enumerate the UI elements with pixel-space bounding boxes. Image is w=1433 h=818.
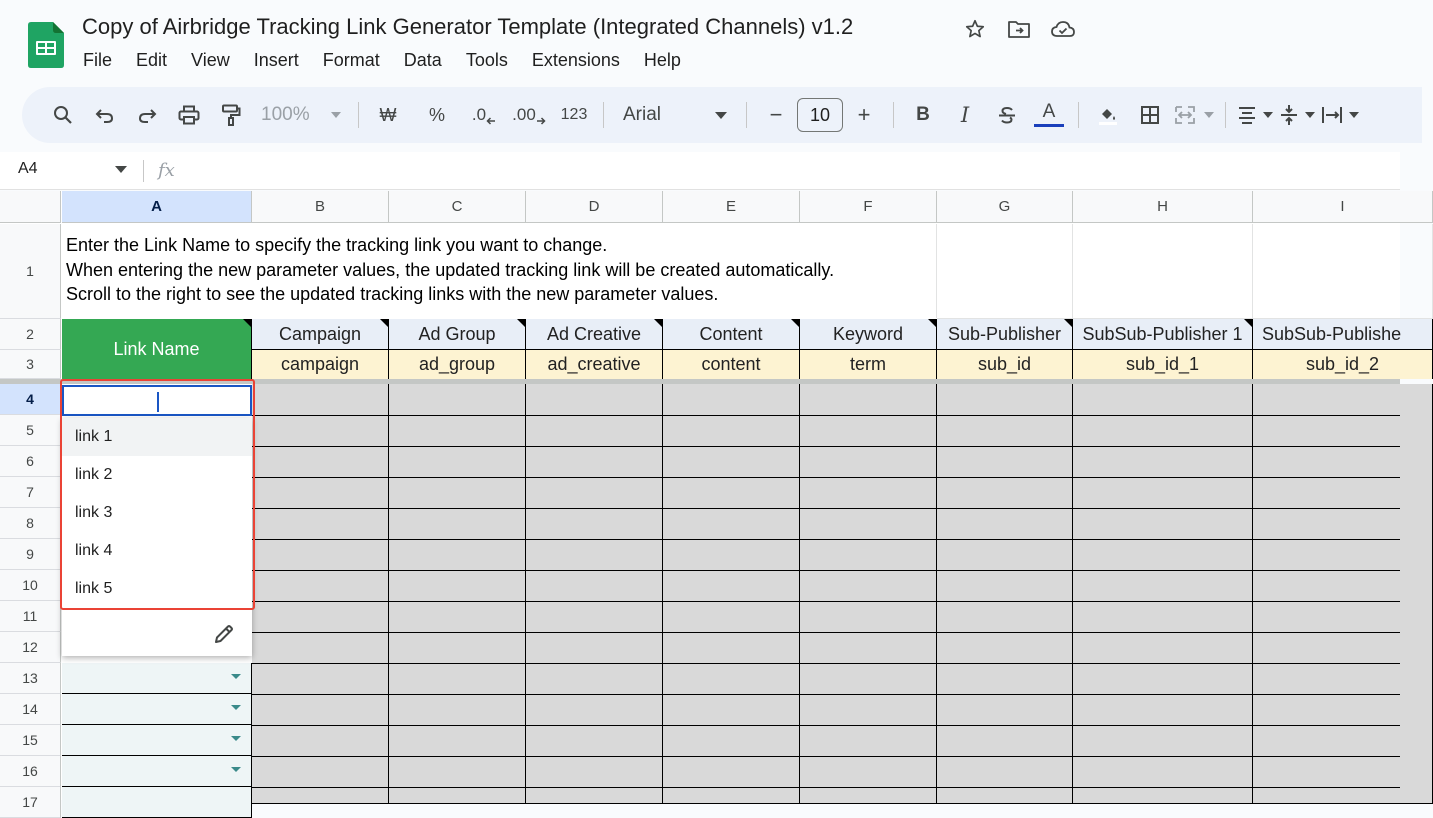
row-header-14[interactable]: 14: [0, 694, 61, 725]
column-header-f[interactable]: F: [800, 191, 937, 223]
header-label: Keyword: [832, 323, 904, 344]
keyword-header[interactable]: [800, 319, 937, 350]
header-label: Sub-Publisher: [947, 323, 1062, 344]
menu-help[interactable]: Help: [643, 50, 681, 70]
chevron-down-icon[interactable]: [231, 674, 241, 679]
menu-format[interactable]: Format: [322, 50, 380, 70]
chevron-down-icon[interactable]: [115, 166, 127, 173]
chevron-down-icon[interactable]: [231, 767, 241, 772]
fill-color-icon[interactable]: [1090, 97, 1126, 133]
bold-button[interactable]: B: [916, 104, 930, 125]
menu-bar: [83, 50, 705, 71]
currency-format-button[interactable]: ₩: [379, 104, 397, 125]
row-header-4[interactable]: 4: [0, 384, 61, 415]
header-label: SubSub-Publishe: [1262, 323, 1402, 344]
toolbar: [22, 87, 1422, 143]
font-size-input[interactable]: 10: [797, 98, 843, 132]
instructions-cell[interactable]: [62, 224, 937, 318]
header-label: Campaign: [278, 323, 362, 344]
chevron-down-icon[interactable]: [231, 736, 241, 741]
sub-id-param[interactable]: sub_id: [937, 350, 1073, 379]
chevron-down-icon: [1263, 112, 1273, 118]
column-header-c[interactable]: C: [389, 191, 526, 223]
column-header-e[interactable]: E: [663, 191, 800, 223]
row-header-7[interactable]: 7: [0, 477, 61, 508]
formula-bar-divider: [143, 160, 144, 182]
campaign-param[interactable]: campaign: [252, 350, 389, 379]
zoom-value: 100%: [261, 104, 310, 125]
dropdown-cell-a15[interactable]: [62, 725, 252, 756]
cell-g1[interactable]: [937, 224, 1073, 319]
column-header-b[interactable]: B: [252, 191, 389, 223]
row-header-5[interactable]: 5: [0, 415, 61, 446]
dropdown-option[interactable]: link 3: [75, 504, 113, 521]
header-label: Ad Group: [418, 323, 496, 344]
undo-icon[interactable]: [87, 97, 123, 133]
vertical-align-icon[interactable]: [1279, 97, 1315, 133]
select-all-corner[interactable]: [0, 191, 61, 223]
row-header-2[interactable]: 2: [0, 319, 61, 350]
menu-data[interactable]: Data: [403, 50, 442, 70]
gray-row-lines: [252, 384, 1400, 804]
toolbar-divider: [1078, 102, 1079, 128]
increase-font-size-button[interactable]: +: [857, 102, 871, 127]
toolbar-divider: [603, 102, 604, 128]
paint-format-icon[interactable]: [213, 97, 249, 133]
more-formats-button[interactable]: 123: [560, 106, 588, 123]
instruction-line: Enter the Link Name to specify the tracking link you want to change.: [66, 235, 608, 255]
instruction-line: Scroll to the right to see the updated tracking links with the new parameter values.: [66, 284, 719, 304]
text-wrapping-icon[interactable]: [1321, 97, 1359, 133]
ad-creative-header[interactable]: [526, 319, 663, 350]
move-to-folder-icon[interactable]: [1006, 16, 1032, 42]
row-header-9[interactable]: 9: [0, 539, 61, 570]
dropdown-option[interactable]: link 1: [62, 418, 252, 456]
note-indicator: [1244, 319, 1252, 327]
document-title[interactable]: Copy of Airbridge Tracking Link Generator Template (Integrated Channels) v1.2: [82, 14, 854, 39]
row-header-6[interactable]: 6: [0, 446, 61, 477]
dropdown-menu: [62, 418, 252, 656]
sheets-logo-icon[interactable]: [28, 22, 64, 68]
menu-edit[interactable]: Edit: [136, 50, 168, 70]
row-header-16[interactable]: 16: [0, 756, 61, 787]
percent-format-button[interactable]: %: [428, 104, 445, 125]
redo-icon[interactable]: [129, 97, 165, 133]
dropdown-option[interactable]: link 2: [75, 466, 113, 483]
sub-id-1-param[interactable]: sub_id_1: [1073, 350, 1253, 379]
link-name-header-label: Link Name: [113, 338, 200, 359]
column-header-d[interactable]: D: [526, 191, 663, 223]
horizontal-align-icon[interactable]: [1237, 97, 1273, 133]
chevron-down-icon[interactable]: [231, 705, 241, 710]
content-header[interactable]: [663, 319, 800, 350]
row-header-12[interactable]: 12: [0, 632, 61, 663]
italic-button[interactable]: I: [960, 103, 970, 127]
row-header-3[interactable]: 3: [0, 350, 61, 379]
chevron-down-icon: [1349, 112, 1359, 118]
subsub-publisher-1-header[interactable]: [1073, 319, 1253, 350]
star-icon[interactable]: [962, 16, 988, 42]
menu-view[interactable]: View: [191, 50, 230, 70]
cell-i1[interactable]: [1253, 224, 1433, 319]
note-indicator: [928, 319, 936, 327]
toolbar-divider: [358, 102, 359, 128]
dropdown-cell-a14[interactable]: [62, 694, 252, 725]
text-color-letter: A: [1042, 101, 1056, 122]
header-label: Ad Creative: [546, 323, 642, 344]
row-header-17[interactable]: 17: [0, 787, 61, 818]
search-icon[interactable]: [45, 97, 81, 133]
pencil-icon[interactable]: [212, 622, 236, 646]
content-param[interactable]: content: [663, 350, 800, 379]
menu-insert[interactable]: Insert: [253, 50, 299, 70]
ad-group-param[interactable]: ad_group: [389, 350, 526, 379]
dropdown-cell-a16[interactable]: [62, 756, 252, 787]
row-header-8[interactable]: 8: [0, 508, 61, 539]
campaign-header[interactable]: [252, 319, 389, 350]
formula-bar: [0, 152, 1400, 190]
dropdown-cell-a17[interactable]: [62, 787, 252, 818]
menu-extensions[interactable]: Extensions: [531, 50, 620, 70]
font-family-value: Arial: [623, 104, 662, 125]
column-header-i[interactable]: I: [1253, 191, 1433, 223]
chevron-down-icon: [331, 112, 341, 118]
link-name-header[interactable]: [62, 319, 252, 379]
borders-icon[interactable]: [1132, 97, 1168, 133]
row-header-1[interactable]: 1: [0, 224, 61, 319]
arrow-right-icon: [536, 116, 546, 126]
increase-decimal-label: .00: [512, 105, 536, 124]
title-bar: [0, 0, 1400, 82]
chevron-down-icon: [1204, 112, 1214, 118]
sub-publisher-header[interactable]: [937, 319, 1073, 350]
note-indicator: [1064, 319, 1072, 327]
print-icon[interactable]: [171, 97, 207, 133]
function-icon: fx: [158, 160, 175, 181]
header-label: Content: [699, 323, 763, 344]
zoom-select[interactable]: [255, 97, 347, 133]
toolbar-divider: [746, 102, 747, 128]
chevron-down-icon: [715, 112, 727, 119]
increase-decimal-button[interactable]: [511, 97, 547, 133]
cell-h1[interactable]: [1073, 224, 1253, 319]
note-indicator: [243, 319, 251, 327]
decrease-font-size-button[interactable]: −: [769, 102, 783, 127]
dropdown-option[interactable]: link 4: [75, 542, 113, 559]
cloud-saved-icon[interactable]: [1050, 16, 1076, 42]
note-indicator: [654, 319, 662, 327]
font-family-select[interactable]: [615, 97, 735, 133]
text-color-button[interactable]: [1031, 97, 1067, 133]
dropdown-option[interactable]: link 5: [75, 580, 113, 597]
column-header-a[interactable]: A: [62, 191, 252, 223]
merge-cells-icon[interactable]: [1174, 97, 1214, 133]
decrease-decimal-label: .0: [471, 105, 487, 124]
row-header-11[interactable]: 11: [0, 601, 61, 632]
text-color-bar: [1034, 124, 1064, 127]
decrease-decimal-button[interactable]: [466, 97, 502, 133]
row-header-15[interactable]: 15: [0, 725, 61, 756]
dropdown-cell-a13[interactable]: [62, 663, 252, 694]
arrow-left-icon: [486, 116, 496, 126]
column-header-g[interactable]: G: [937, 191, 1073, 223]
column-header-h[interactable]: H: [1073, 191, 1253, 223]
instruction-line: When entering the new parameter values, the updated tracking link will be created automatically.: [66, 259, 835, 280]
toolbar-divider: [893, 102, 894, 128]
chevron-down-icon: [1305, 112, 1315, 118]
sub-id-2-param[interactable]: sub_id_2: [1253, 350, 1433, 379]
subsub-publisher-2-header[interactable]: [1253, 319, 1433, 350]
note-indicator: [517, 319, 525, 327]
ad-creative-param[interactable]: ad_creative: [526, 350, 663, 379]
note-indicator: [380, 319, 388, 327]
menu-file[interactable]: File: [83, 50, 113, 70]
text-cursor: [157, 392, 159, 412]
spreadsheet-grid: [0, 191, 1402, 810]
term-param[interactable]: term: [800, 350, 937, 379]
active-cell-a4[interactable]: [62, 385, 252, 416]
toolbar-divider: [1225, 102, 1226, 128]
menu-tools[interactable]: Tools: [465, 50, 508, 70]
ad-group-header[interactable]: [389, 319, 526, 350]
row-header-13[interactable]: 13: [0, 663, 61, 694]
row-header-10[interactable]: 10: [0, 570, 61, 601]
name-box[interactable]: A4: [18, 160, 38, 177]
note-indicator: [791, 319, 799, 327]
header-label: SubSub-Publisher 1: [1082, 323, 1243, 344]
strikethrough-icon[interactable]: [989, 97, 1025, 133]
